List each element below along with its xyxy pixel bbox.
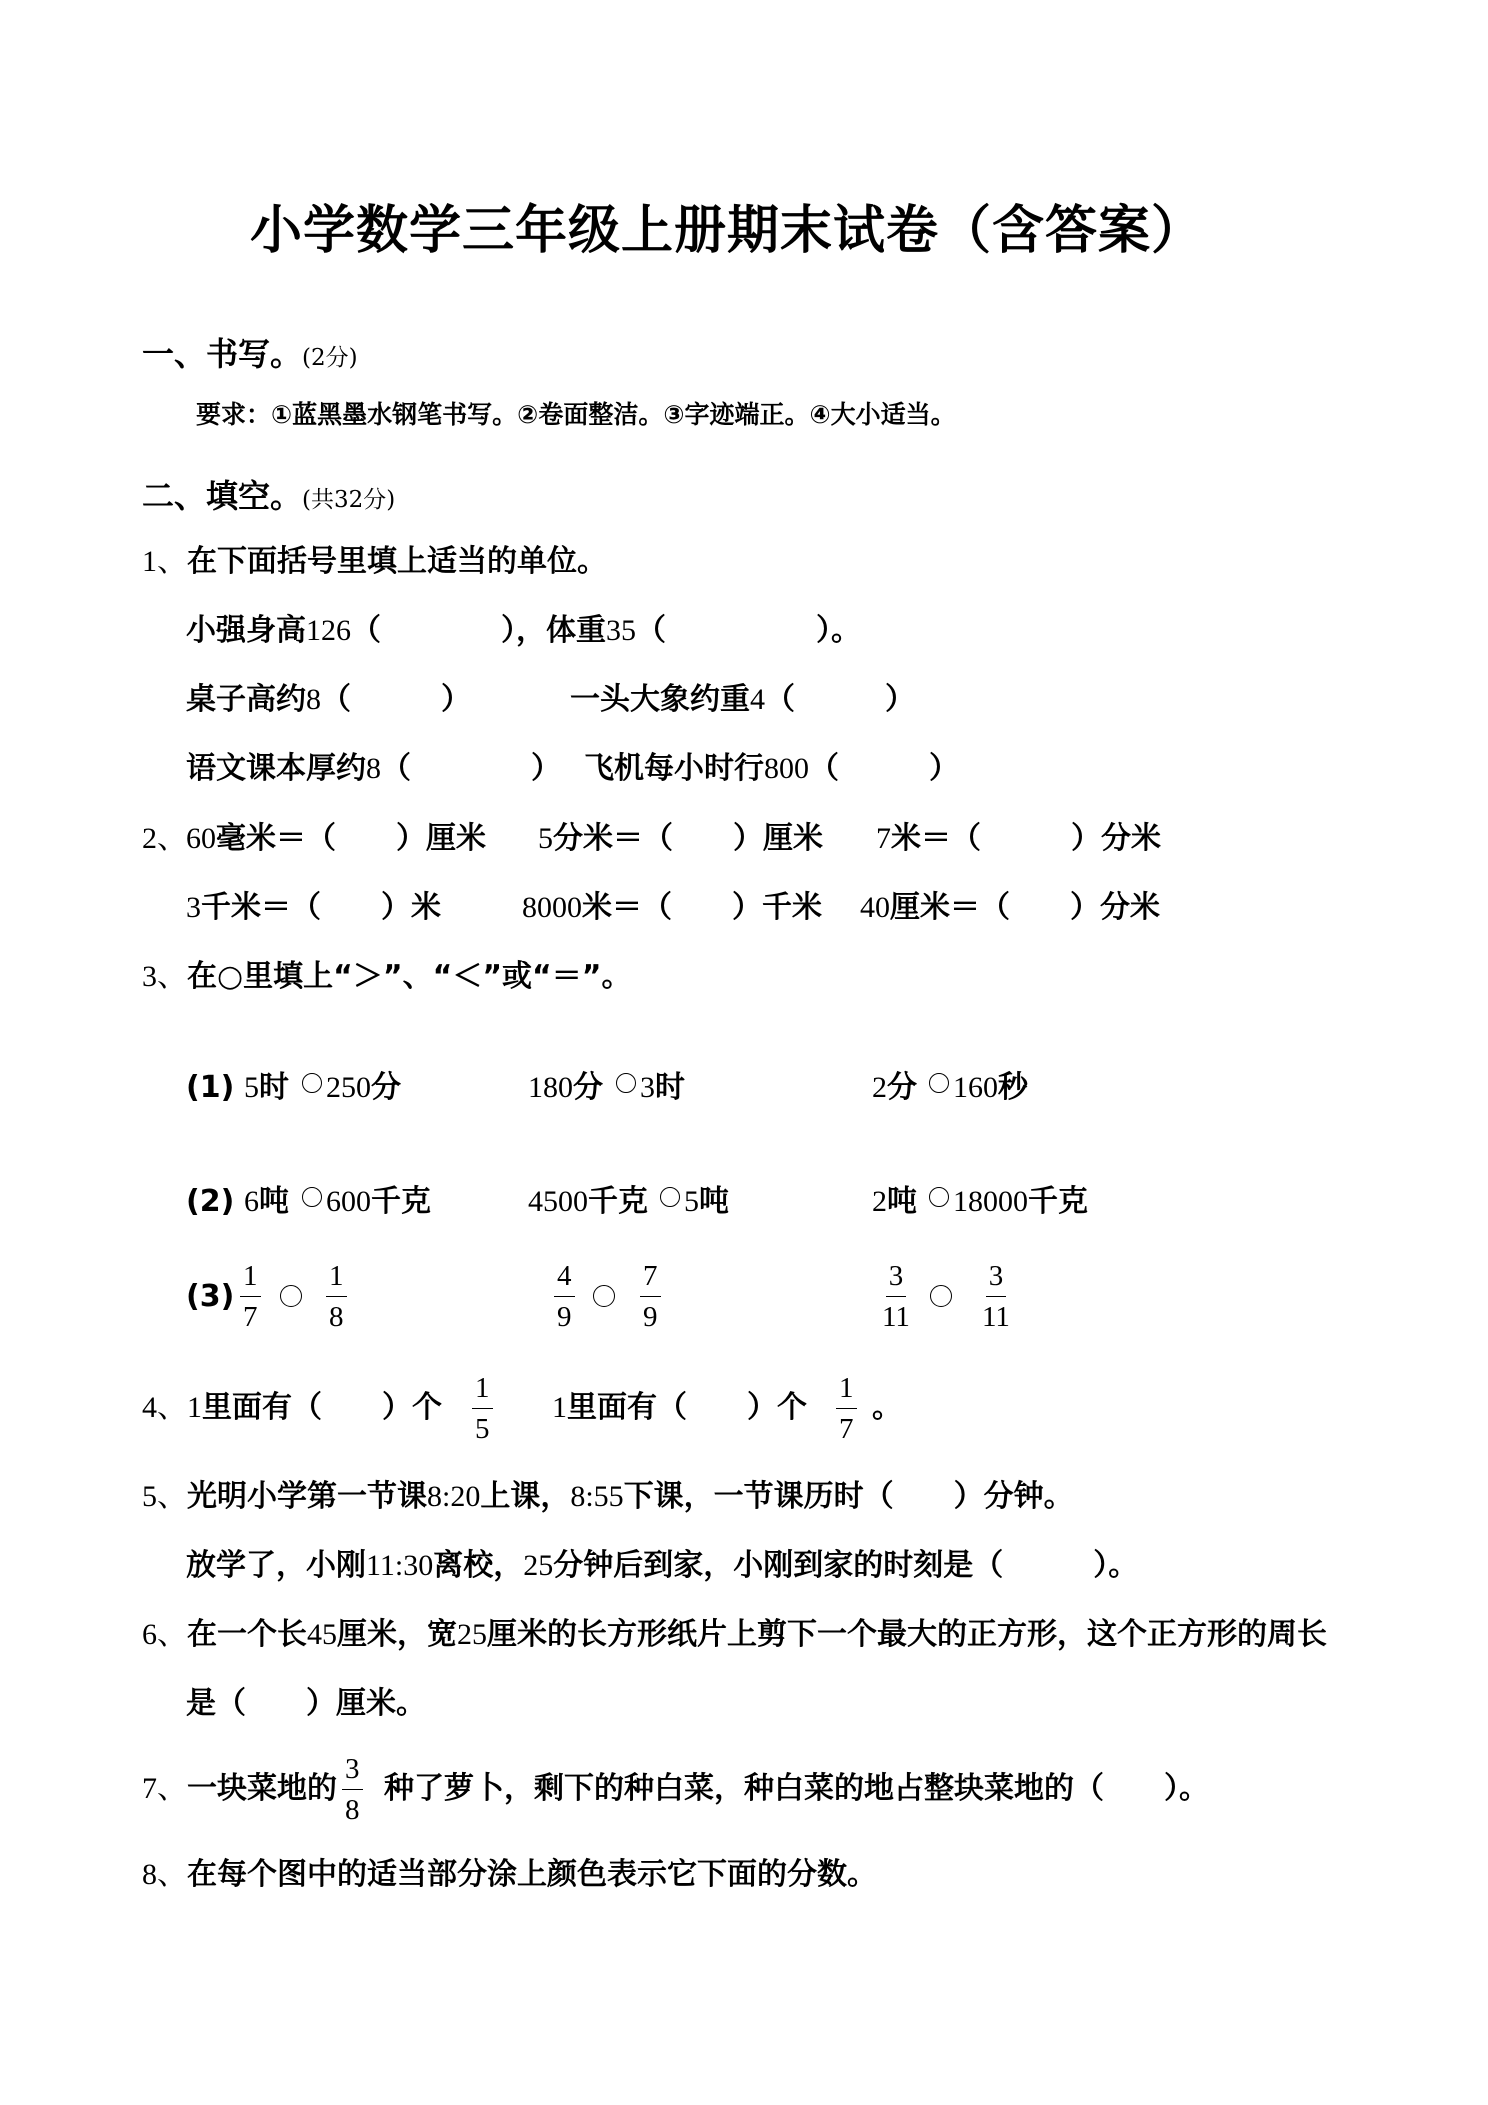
fraction [836,1374,857,1444]
q3-r1-c1-left [244,1070,289,1105]
q5-time-1: 8:20 [427,1480,481,1513]
q3-r1-c2-right [640,1070,685,1105]
q1-l3-bracket-d: （ ） [809,751,959,786]
q5-text-e: 离校， [433,1548,524,1583]
q2-b-num: 5 [538,822,553,855]
q2-e-num: 8000 [522,891,582,924]
q1-l2-text-a: 桌子高约 [186,682,306,717]
q1-line-3b [584,751,959,786]
q3-r2-c1-left [244,1184,289,1219]
q3-r2-c2-ln: 4500 [528,1185,588,1218]
q3-r1-c2-left [528,1070,603,1105]
fraction-numerator: 4 [554,1262,575,1297]
fraction-numerator: 1 [326,1262,347,1297]
q5-text-d: 放学了，小刚 [186,1548,366,1583]
compare-circle[interactable] [929,1187,949,1207]
q4-part-a [142,1390,442,1425]
q2-item-e [522,890,822,925]
q5-text-c: 下课，一节课历时（ ）分钟。 [623,1479,1074,1514]
q1-l3-bracket-a: （ ） [381,751,561,786]
q3-r2-c1-ru: 千克 [371,1184,431,1219]
q3-part-1-label: (1) [186,1070,235,1105]
q3-r2-c3-rn: 18000 [953,1185,1028,1218]
q2-item-d [186,890,441,925]
q2-item-b [538,821,823,856]
q4-text-a: 里面有（ ）个 [202,1390,442,1425]
question-number: 5、 [142,1480,187,1513]
fraction [554,1262,575,1332]
q1-l1-text-a: 小强身高 [186,613,306,648]
q3-r1-c3-ln: 2 [872,1071,887,1104]
compare-circle[interactable] [302,1073,322,1093]
section-1-requirement: 要求：①蓝黑墨水钢笔书写。②卷面整洁。③字迹端正。④大小适当。 [196,400,956,429]
q3-r1-c2-rn: 3 [640,1071,655,1104]
q5-minutes: 25 [523,1549,554,1582]
fraction [982,1262,1010,1332]
q2-a-num: 60 [186,822,216,855]
q4-part-b [552,1390,807,1425]
q7-text-a: 一块菜地的 [187,1771,337,1806]
fraction [640,1262,661,1332]
question-number: 2、 [142,822,187,855]
q1-l2-bracket-a: （ ） [321,682,471,717]
q2-item-a [186,821,486,856]
q1-l1-num-b: 35 [606,614,636,647]
q4-one-a: 1 [187,1391,202,1424]
fraction-numerator: 3 [886,1262,907,1297]
q3-r2-c3-right [953,1184,1088,1219]
q3-part-3-label: (3) [186,1279,235,1314]
q3-r1-c3-rn: 160 [953,1071,998,1104]
q3-r2-c2-ru: 吨 [699,1184,729,1219]
q3-r1-c3-ru: 秒 [998,1070,1028,1105]
fraction-denominator: 5 [475,1413,490,1445]
q4-end: 。 [872,1390,902,1425]
section-2-points: (共32分) [302,487,396,513]
q3-r1-c2-ru: 时 [655,1070,685,1105]
fraction-denominator: 9 [557,1301,572,1333]
question-number: 7、 [142,1772,187,1805]
fraction [326,1262,347,1332]
compare-circle[interactable] [929,1073,949,1093]
q3-r2-c1-lu: 吨 [259,1184,289,1219]
q3-stem [142,959,632,994]
section-1-points: (2分) [302,345,358,371]
fraction-numerator: 1 [836,1374,857,1409]
q3-r2-c2-left [528,1184,648,1219]
q3-r2-c3-ln: 2 [872,1185,887,1218]
q3-r1-c1-rn: 250 [326,1071,371,1104]
fraction [240,1262,261,1332]
fraction [342,1755,363,1825]
fraction-denominator: 11 [882,1301,910,1333]
question-number: 3、 [142,960,187,993]
q3-r1-c2-lu: 分 [573,1070,603,1105]
section-2-label: 二、填空。 [142,477,303,515]
q2-e-text: 米＝（ ）千米 [582,890,822,925]
q3-r2-c1-ln: 6 [244,1185,259,1218]
fraction [472,1374,493,1444]
q5-line-2 [186,1548,1139,1583]
q3-r2-c2-lu: 千克 [588,1184,648,1219]
fraction-denominator: 8 [329,1301,344,1333]
q1-l3-num-a: 8 [366,752,381,785]
q1-line-1 [186,613,861,648]
q2-item-c [876,821,1161,856]
q8-text: 在每个图中的适当部分涂上颜色表示它下面的分数。 [187,1857,877,1892]
q1-l2-num-c: 4 [750,683,765,716]
q2-b-text: 分米＝（ ）厘米 [553,821,823,856]
page-title: 小学数学三年级上册期末试卷（含答案） [250,201,1205,261]
q3-r1-c3-lu: 分 [887,1070,917,1105]
q3-stem-text: 在○里填上“＞”、“＜”或“＝”。 [187,959,632,994]
q2-item-f [860,890,1160,925]
q1-stem [142,544,607,579]
q1-l3-num-c: 800 [764,752,809,785]
fraction-numerator: 7 [640,1262,661,1297]
q1-line-2b [570,682,915,717]
q4-one-b: 1 [552,1391,567,1424]
question-number: 4、 [142,1391,187,1424]
fraction-numerator: 1 [472,1374,493,1409]
q6-text-b: 厘米，宽 [337,1617,457,1652]
q3-r2-c1-rn: 600 [326,1185,371,1218]
q3-r1-c2-ln: 180 [528,1071,573,1104]
q8-line [142,1857,877,1892]
section-1-label: 一、书写。 [142,335,303,373]
q2-a-text: 毫米＝（ ）厘米 [216,821,486,856]
q5-text-a: 光明小学第一节课 [187,1479,427,1514]
compare-circle[interactable] [660,1187,680,1207]
section-1-heading [142,335,358,373]
q1-l1-num-a: 126 [306,614,351,647]
q5-line-1 [142,1479,1074,1514]
q3-r1-c1-ru: 分 [371,1070,401,1105]
q1-l1-text-b: （ ），体重 [351,613,606,648]
q6-num-1: 45 [307,1618,337,1651]
q1-line-2a [186,682,471,717]
compare-circle[interactable] [930,1285,952,1307]
q3-r1-c3-right [953,1070,1028,1105]
q3-r2-c2-right [684,1184,729,1219]
fraction [882,1262,910,1332]
q6-text-c: 厘米的长方形纸片上剪下一个最大的正方形，这个正方形的周长 [487,1617,1327,1652]
q1-l3-text-a: 语文课本厚约 [186,751,366,786]
q3-r2-c3-ru: 千克 [1028,1184,1088,1219]
fraction-numerator: 3 [986,1262,1007,1297]
q3-r2-c2-rn: 5 [684,1185,699,1218]
q3-r1-c3-left [872,1070,917,1105]
q5-time-2: 8:55 [570,1480,624,1513]
question-number: 8、 [142,1858,187,1891]
q1-l2-text-c: 一头大象约重 [570,682,750,717]
q1-stem-text: 在下面括号里填上适当的单位。 [187,544,607,579]
fraction-denominator: 7 [243,1301,258,1333]
q3-r1-c1-ln: 5 [244,1071,259,1104]
compare-circle[interactable] [616,1073,636,1093]
q6-num-2: 25 [457,1618,487,1651]
question-number: 6、 [142,1618,187,1651]
fraction-denominator: 8 [345,1794,360,1826]
compare-circle[interactable] [593,1285,615,1307]
q3-r1-c1-lu: 时 [259,1070,289,1105]
q5-time-3: 11:30 [366,1549,434,1582]
q7-part-a [142,1771,337,1806]
q2-d-num: 3 [186,891,201,924]
q2-d-text: 千米＝（ ）米 [201,890,441,925]
q1-l2-bracket-d: （ ） [765,682,915,717]
fraction-denominator: 11 [982,1301,1010,1333]
q7-part-b: 种了萝卜，剩下的种白菜，种白菜的地占整块菜地的（ ）。 [384,1771,1209,1806]
q1-l1-text-c: （ ）。 [636,613,861,648]
q3-r1-c1-right [326,1070,401,1105]
q3-part-2-label: (2) [186,1184,235,1219]
q5-text-f: 分钟后到家，小刚到家的时刻是（ ）。 [553,1548,1139,1583]
q3-r2-c1-right [326,1184,431,1219]
q2-f-text: 厘米＝（ ）分米 [890,890,1160,925]
q5-text-b: 上课， [480,1479,571,1514]
q4-text-b: 里面有（ ）个 [567,1390,807,1425]
fraction-numerator: 3 [342,1755,363,1790]
fraction-denominator: 9 [643,1301,658,1333]
fraction-denominator: 7 [839,1413,854,1445]
compare-circle[interactable] [280,1285,302,1307]
q2-f-num: 40 [860,891,890,924]
q2-c-text: 米＝（ ）分米 [891,821,1161,856]
section-2-heading [142,477,396,515]
q6-text-a: 在一个长 [187,1617,307,1652]
q2-c-num: 7 [876,822,891,855]
compare-circle[interactable] [302,1187,322,1207]
q1-l3-text-c: 飞机每小时行 [584,751,764,786]
fraction-numerator: 1 [240,1262,261,1297]
question-number: 1、 [142,545,187,578]
q3-r2-c3-left [872,1184,917,1219]
q1-line-3a [186,751,561,786]
q3-r2-c3-lu: 吨 [887,1184,917,1219]
q6-line-1 [142,1617,1327,1652]
q1-l2-num-a: 8 [306,683,321,716]
q6-line-2: 是（ ）厘米。 [186,1686,426,1721]
